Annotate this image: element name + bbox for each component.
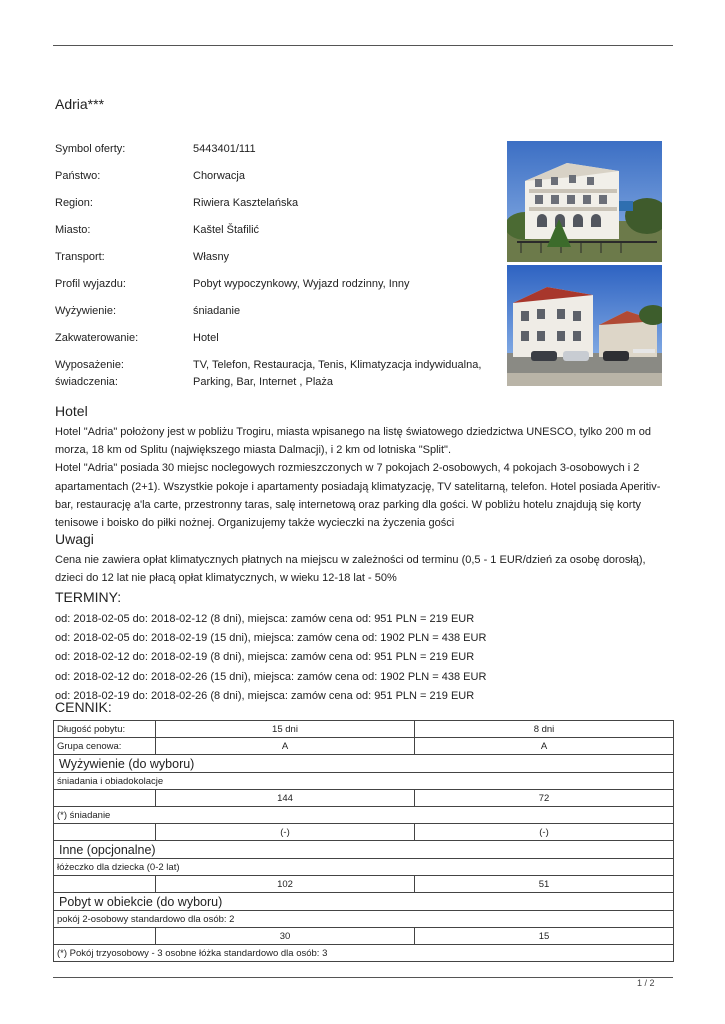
table-item-label: pokój 2-osobowy standardowo dla osób: 2 xyxy=(54,911,674,928)
detail-value: Hotel xyxy=(193,332,219,344)
page-number: 1 / 2 xyxy=(637,978,655,988)
table-cell: A xyxy=(156,738,415,755)
hotel-photo-side xyxy=(507,265,662,386)
table-section-row xyxy=(54,893,674,911)
table-cell: 51 xyxy=(415,876,674,893)
table-cell-empty xyxy=(54,824,156,841)
table-section-row xyxy=(54,841,674,859)
table-cell: 144 xyxy=(156,790,415,807)
detail-row xyxy=(55,168,495,185)
table-cell: 102 xyxy=(156,876,415,893)
table-cell: 72 xyxy=(415,790,674,807)
table-row xyxy=(54,773,674,790)
detail-value: Chorwacja xyxy=(193,170,245,182)
detail-label: Transport: xyxy=(55,251,105,263)
term-item: od: 2018-02-12 do: 2018-02-26 (15 dni), miejsca: zamów cena od: 1902 PLN = 438 EUR xyxy=(55,670,487,683)
table-cell-label: Długość pobytu: xyxy=(54,721,156,738)
detail-label: Państwo: xyxy=(55,170,101,182)
benefits-label: świadczenia: xyxy=(55,376,118,388)
table-cell: A xyxy=(415,738,674,755)
detail-label: Profil wyjazdu: xyxy=(55,278,126,290)
detail-row xyxy=(55,141,495,158)
table-row xyxy=(54,721,674,738)
term-item: od: 2018-02-05 do: 2018-02-12 (8 dni), miejsca: zamów cena od: 951 PLN = 219 EUR xyxy=(55,613,475,625)
detail-label: Zakwaterowanie: xyxy=(55,332,139,344)
table-item-label: (*) śniadanie xyxy=(54,807,674,824)
detail-label: Symbol oferty: xyxy=(55,143,126,155)
detail-label: Miasto: xyxy=(55,224,91,236)
table-row xyxy=(54,876,674,893)
detail-label: Wyposażenie: xyxy=(55,359,124,371)
detail-label: Region: xyxy=(55,197,93,209)
table-item-label: (*) Pokój trzyosobowy - 3 osobne łóżka standardowo dla osób: 3 xyxy=(54,945,674,962)
detail-row xyxy=(55,357,495,391)
terms-heading: TERMINY: xyxy=(55,589,122,605)
term-item: od: 2018-02-12 do: 2018-02-19 (8 dni), miejsca: zamów cena od: 951 PLN = 219 EUR xyxy=(55,651,475,664)
table-row xyxy=(54,945,674,962)
notes-paragraph: Cena nie zawiera opłat klimatycznych płatnych na miejscu w zależności od terminu (0,5 - 1 EUR/dzień za osobę dorosłą), dzieci do 12 lat nie płacą opłat klimatycznych, w wieku 12-18 lat - 50% xyxy=(55,554,646,585)
table-section-row xyxy=(54,755,674,773)
section-meals: Wyżywienie (do wyboru) xyxy=(54,755,674,773)
table-cell: 8 dni xyxy=(415,721,674,738)
notes-text xyxy=(55,551,665,587)
pricelist-table xyxy=(53,720,674,962)
hotel-description-p2: Hotel "Adria" posiada 30 miejsc noclegowych rozmieszczonych w 7 pokojach 2-osobowych, 4 pokojach 3-osobowych i 2 apartamentach (2+1). Wszystkie pokoje i apartamenty posiadają klimatyzację, TV satelitarną, telefon. Hotel posiada Aperitiv-bar, restaurację a'la carte, przestronny taras, salę internetową oraz parking dla gości. W pobliżu hotelu znajdują się korty tenisowe i boisko do piłki nożnej. Organizujemy także wycieczki na życzenia gości xyxy=(55,462,661,530)
offer-details xyxy=(55,141,495,401)
table-cell-empty xyxy=(54,928,156,945)
term-item: od: 2018-02-05 do: 2018-02-19 (15 dni), miejsca: zamów cena od: 1902 PLN = 438 EUR xyxy=(55,632,487,645)
top-divider xyxy=(53,45,673,46)
offer-title: Adria*** xyxy=(55,96,105,112)
table-cell: 15 xyxy=(415,928,674,945)
table-cell-empty xyxy=(54,876,156,893)
bottom-divider xyxy=(53,977,673,978)
detail-value: śniadanie xyxy=(193,305,241,317)
table-row xyxy=(54,928,674,945)
detail-value: Kaštel Štafilić xyxy=(193,224,260,236)
table-item-label: łóżeczko dla dziecka (0-2 lat) xyxy=(54,859,674,876)
detail-value: Własny xyxy=(193,251,230,263)
notes-heading: Uwagi xyxy=(55,531,94,547)
table-item-label: śniadania i obiadokolacje xyxy=(54,773,674,790)
term-item: od: 2018-02-19 do: 2018-02-26 (8 dni), miejsca: zamów cena od: 951 PLN = 219 EUR xyxy=(55,689,475,702)
detail-row xyxy=(55,249,495,266)
table-cell-label: Grupa cenowa: xyxy=(54,738,156,755)
detail-value: TV, Telefon, Restauracja, Tenis, Klimatyzacja indywidualna, Parking, Bar, Internet , Plaża xyxy=(193,359,482,388)
table-row xyxy=(54,807,674,824)
hotel-photo-front xyxy=(507,141,662,262)
section-stay: Pobyt w obiekcie (do wyboru) xyxy=(54,893,674,911)
detail-row xyxy=(55,222,495,239)
table-cell: 30 xyxy=(156,928,415,945)
table-row xyxy=(54,911,674,928)
terms-list xyxy=(55,610,486,706)
table-row xyxy=(54,859,674,876)
table-cell: (-) xyxy=(156,824,415,841)
table-cell-empty xyxy=(54,790,156,807)
hotel-heading: Hotel xyxy=(55,403,88,419)
table-row xyxy=(54,824,674,841)
detail-value: Riwiera Kasztelańska xyxy=(193,197,299,209)
detail-row xyxy=(55,330,495,347)
detail-value: Pobyt wypoczynkowy, Wyjazd rodzinny, Inny xyxy=(193,278,410,290)
pricelist-heading: CENNIK: xyxy=(55,699,112,715)
table-row xyxy=(54,738,674,755)
detail-row xyxy=(55,195,495,212)
hotel-description-p1: Hotel "Adria" położony jest w pobliżu Trogiru, miasta wpisanego na listę światowego dziedzictwa UNESCO, tylko 200 m od morza, 18 km od Splitu (największego miasta Dalmacji), i 2 km od lotniska "Split". xyxy=(55,426,651,457)
detail-value: 5443401/111 xyxy=(193,143,256,155)
table-cell: (-) xyxy=(415,824,674,841)
section-optional: Inne (opcjonalne) xyxy=(54,841,674,859)
table-row xyxy=(54,790,674,807)
hotel-description xyxy=(55,423,665,532)
detail-label: Wyżywienie: xyxy=(55,305,117,317)
table-cell: 15 dni xyxy=(156,721,415,738)
detail-row xyxy=(55,276,495,293)
detail-row xyxy=(55,303,495,320)
